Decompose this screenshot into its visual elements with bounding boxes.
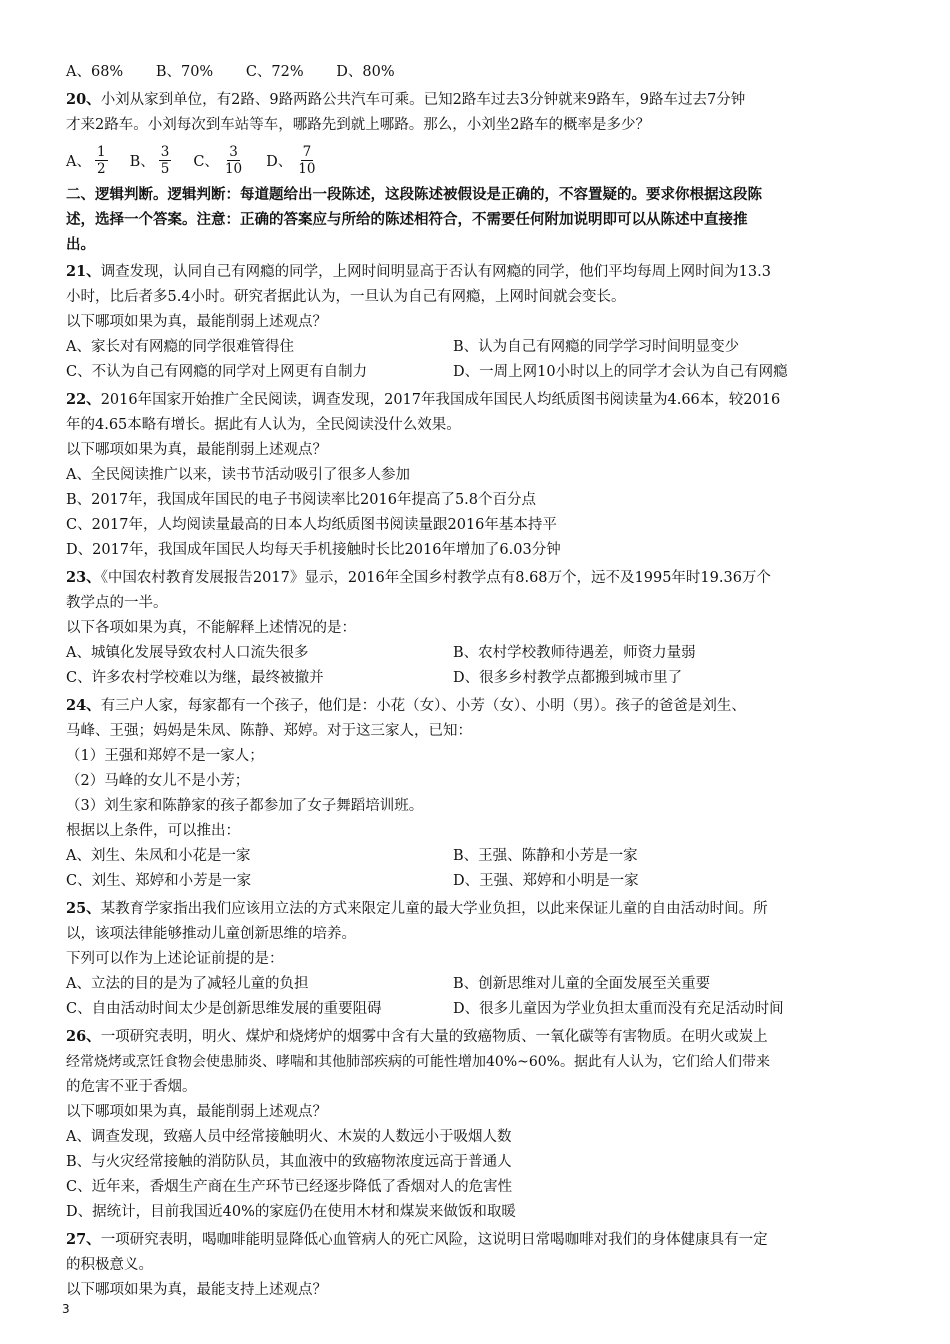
option-label: B、 [129,153,155,170]
condition-1: （1）王强和郑婷不是一家人； [66,748,264,764]
section-heading-line: 述，选择一个答案。注意：正确的答案应与所给的陈述相符合，不需要任何附加说明即可以从陈述中直接推 [66,211,748,228]
option-c: C、2017年，人均阅读量最高的日本人均纸质图书阅读量跟2016年基本持平 [66,517,557,533]
question-stem: 小刘从家到单位，有2路、9路两路公共汽车可乘。已知2路车过去3分钟就来9路车，9路车过去7分钟 [100,92,746,108]
section-heading-line: 二、逻辑判断。逻辑判断：每道题给出一段陈述，这段陈述被假设是正确的，不容置疑的。要求你根据这段陈 [66,186,762,203]
question-stem-cont: 马峰、王强；妈妈是朱凤、陈静、郑婷。对于这三家人，已知： [66,723,472,739]
option-d: D、一周上网10小时以上的同学才会认为自己有网瘾 [453,364,788,380]
question-number: 21、 [66,263,101,280]
question-stem-cont: 教学点的一半。 [66,595,168,611]
denominator: 2 [96,160,106,177]
q20-option-a [66,144,108,177]
question-21 [66,259,888,385]
denominator: 5 [160,160,170,177]
question-number: 25、 [66,900,101,917]
numerator: 3 [160,143,170,160]
option-a: A、家长对有网瘾的同学很难管得住 [66,339,294,355]
question-stem: 2016年国家开始推广全民阅读，调查发现，2017年我国成年国民人均纸质图书阅读量为4.66本，较2016 [100,392,781,408]
q20-options [66,138,888,182]
numerator: 7 [302,143,312,160]
numerator: 3 [229,143,238,160]
question-25 [66,896,888,1022]
question-prompt: 下列可以作为上述论证前提的是： [66,951,284,967]
option-a: A、全民阅读推广以来，读书节活动吸引了很多人参加 [66,467,410,483]
question-prompt: 以下各项如果为真，不能解释上述情况的是： [66,620,356,636]
exam-page [66,60,888,1303]
question-stem: 《中国农村教育发展报告2017》显示，2016年全国乡村教学点有8.68万个，远不及1995年时19.36万个 [100,570,771,586]
option-label: C、 [193,153,219,170]
numerator: 1 [96,143,106,160]
option-d: D、王强、郑婷和小明是一家 [453,873,639,889]
question-stem-cont: 才来2路车。小刘每次到车站等车，哪路先到就上哪路。那么，小刘坐2路车的概率是多少？ [66,117,650,133]
question-prompt: 以下哪项如果为真，最能削弱上述观点？ [66,1104,327,1120]
option-c: C、近年来，香烟生产商在生产环节已经逐步降低了香烟对人的危害性 [66,1179,513,1195]
option-c: C、刘生、郑婷和小芳是一家 [66,873,252,889]
condition-3: （3）刘生家和陈静家的孩子都参加了女子舞蹈培训班。 [66,798,424,814]
option-label: D、 [266,153,293,170]
section-heading [66,182,888,257]
question-27 [66,1227,888,1303]
question-26 [66,1024,888,1225]
q19-option-b: B、70% [155,64,214,80]
q19-option-c: C、72% [245,64,304,80]
question-number: 26、 [66,1028,101,1045]
option-d: D、很多儿童因为学业负担太重而没有充足活动时间 [453,1001,784,1017]
fraction [95,144,108,177]
denominator: 10 [298,160,316,177]
q19-option-a: A、68% [66,64,124,80]
option-c: C、许多农村学校难以为继，最终被撤并 [66,670,324,686]
q20-option-c [193,144,244,177]
option-d: D、2017年，我国成年国民人均每天手机接触时长比2016年增加了6.03分钟 [66,542,561,558]
option-b: B、与火灾经常接触的消防队员，其血液中的致癌物浓度远高于普通人 [66,1154,512,1170]
question-number: 23、 [66,569,101,586]
question-stem-cont: 的危害不亚于香烟。 [66,1079,197,1095]
option-b: B、2017年，我国成年国民的电子书阅读率比2016年提高了5.8个百分点 [66,492,537,508]
q20-option-b [130,144,172,177]
section-heading-line: 出。 [66,236,95,253]
option-a: A、立法的目的是为了减轻儿童的负担 [66,976,309,992]
option-a: A、刘生、朱凤和小花是一家 [66,848,251,864]
question-20 [66,87,888,182]
fraction [296,144,317,177]
condition-2: （2）马峰的女儿不是小芳； [66,773,250,789]
option-b: B、王强、陈静和小芳是一家 [453,848,638,864]
q19-options [66,60,888,85]
option-b: B、农村学校教师待遇差，师资力量弱 [453,645,696,661]
question-prompt: 根据以上条件，可以推出： [66,823,240,839]
option-d: D、很多乡村教学点都搬到城市里了 [453,670,683,686]
question-number: 27、 [66,1231,101,1248]
question-prompt: 以下哪项如果为真，最能支持上述观点？ [66,1282,327,1298]
q19-option-d: D、80% [336,64,395,80]
fraction [223,144,244,177]
question-24 [66,693,888,894]
question-number: 22、 [66,391,101,408]
question-stem-cont: 以，该项法律能够推动儿童创新思维的培养。 [66,926,356,942]
question-prompt: 以下哪项如果为真，最能削弱上述观点？ [66,442,327,458]
option-b: B、认为自己有网瘾的同学学习时间明显变少 [453,339,740,355]
option-label: A、 [66,153,91,170]
question-23 [66,565,888,691]
question-stem: 一项研究表明，喝咖啡能明显降低心血管病人的死亡风险，这说明日常喝咖啡对我们的身体健康具有一定 [100,1232,768,1248]
option-b: B、创新思维对儿童的全面发展至关重要 [453,976,711,992]
page-number: 3 [62,1302,70,1316]
question-stem: 有三户人家，每家都有一个孩子，他们是：小花（女）、小芳（女）、小明（男）。孩子的爸爸是刘生、 [100,698,746,714]
question-stem: 某教育学家指出我们应该用立法的方式来限定儿童的最大学业负担，以此来保证儿童的自由活动时间。所 [100,901,768,917]
question-22 [66,387,888,563]
question-number: 24、 [66,697,101,714]
denominator: 10 [224,160,243,177]
question-stem-cont: 年的4.65本略有增长。据此有人认为，全民阅读没什么效果。 [66,417,461,433]
q20-option-d [266,144,317,177]
option-d: D、据统计，目前我国近40%的家庭仍在使用木材和煤炭来做饭和取暖 [66,1204,516,1220]
question-stem: 一项研究表明，明火、煤炉和烧烤炉的烟雾中含有大量的致癌物质、一氧化碳等有害物质。在明火或炭上 [100,1029,768,1045]
question-prompt: 以下哪项如果为真，最能削弱上述观点？ [66,314,327,330]
question-stem: 调查发现，认同自己有网瘾的同学，上网时间明显高于否认有网瘾的同学，他们平均每周上网时间为13.3 [100,264,771,280]
option-c: C、不认为自己有网瘾的同学对上网更有自制力 [66,364,368,380]
question-stem-cont: 经常烧烤或烹饪食物会使患肺炎、哮喘和其他肺部疾病的可能性增加40%~60%。据此有人认为，它们给人们带来 [66,1054,770,1070]
option-a: A、城镇化发展导致农村人口流失很多 [66,645,309,661]
question-stem-cont: 小时，比后者多5.4小时。研究者据此认为，一旦认为自己有网瘾，上网时间就会变长。 [66,289,626,305]
option-c: C、自由活动时间太少是创新思维发展的重要阻碍 [66,1001,382,1017]
question-stem-cont: 的积极意义。 [66,1257,153,1273]
question-number: 20、 [66,91,101,108]
option-a: A、调查发现，致癌人员中经常接触明火、木炭的人数远小于吸烟人数 [66,1129,512,1145]
fraction [159,144,172,177]
